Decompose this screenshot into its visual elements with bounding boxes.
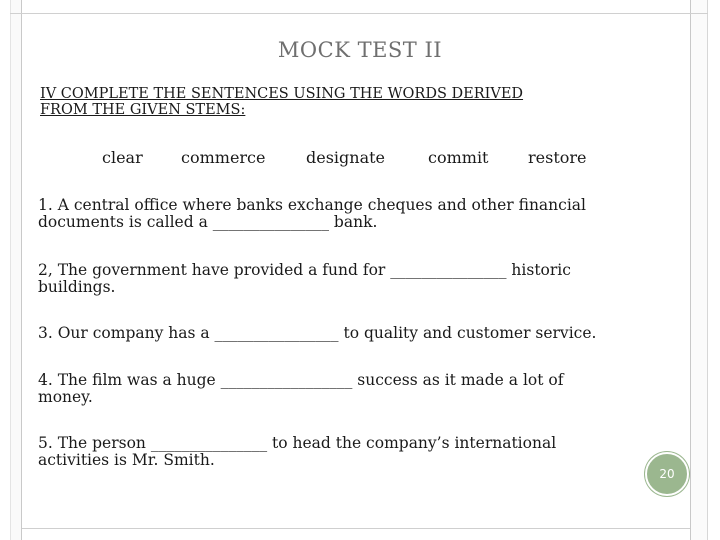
sentence-line: money. (38, 388, 93, 406)
sentence-item (38, 197, 658, 231)
sentence-line: buildings. (38, 278, 116, 296)
sentence-line: 2, The government have provided a fund for _______________ historic (38, 261, 571, 279)
sentence-line: 5. The person _______________ to head the company’s international (38, 434, 557, 452)
exercise-heading-line-1: IV COMPLETE THE SENTENCES USING THE WORDS DERIVED (40, 86, 524, 102)
stem-word: designate (306, 148, 386, 167)
sentence-item (38, 325, 658, 342)
slide-title: MOCK TEST II (277, 38, 443, 62)
sentence-item (38, 262, 658, 296)
page-number-badge: 20 (645, 452, 689, 496)
sentence-item (38, 372, 658, 406)
sentence-line: 4. The film was a huge _________________ success as it made a lot of (38, 371, 564, 389)
exercise-heading-line-2: FROM THE GIVEN STEMS: (40, 102, 246, 118)
sentence-line: documents is called a _______________ bank. (38, 213, 378, 231)
sentence-line: 1. A central office where banks exchange cheques and other financial (38, 196, 586, 214)
slide-frame-left (10, 0, 22, 540)
slide-frame-bottom (22, 528, 690, 529)
sentence-line: activities is Mr. Smith. (38, 451, 215, 469)
stem-word: commit (428, 148, 489, 167)
slide-frame-right (690, 0, 708, 540)
slide-frame-top (10, 0, 708, 14)
exercise-heading (40, 86, 660, 118)
stem-word: commerce (181, 148, 266, 167)
stem-word: clear (102, 148, 143, 167)
sentence-item (38, 435, 658, 469)
stem-word: restore (528, 148, 587, 167)
sentence-line: 3. Our company has a ________________ to quality and customer service. (38, 324, 597, 342)
word-stems-row (0, 148, 720, 170)
